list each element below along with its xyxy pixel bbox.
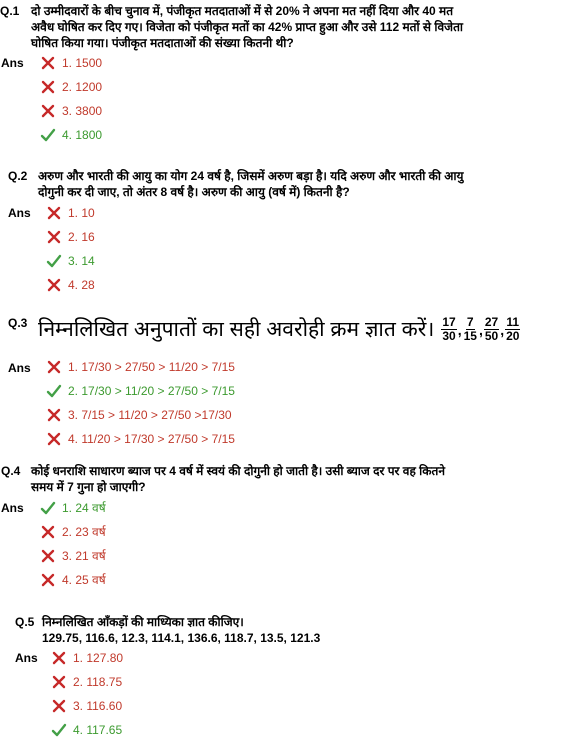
question-1-line-3: घोषित किया गया। पंजीकृत मतदाताओं की संख्या कितनी थी? [31,36,294,50]
q3-option-1-label: 1. 17/30 > 27/50 > 11/20 > 7/15 [68,360,235,374]
q2-option-4[interactable] [46,277,95,293]
cross-icon [40,549,56,563]
question-4-line-1: कोई धनराशि साधारण ब्याज पर 4 वर्ष में स्वयं की दोगुनी हो जाती है। उसी ब्याज दर पर वह कितने [31,464,446,478]
fraction-3 [484,316,499,343]
q1-option-4[interactable] [40,127,102,143]
q4-option-3[interactable] [40,548,106,564]
q1-option-3[interactable] [40,103,102,119]
q1-option-2-label: 2. 1200 [62,80,103,94]
q4-option-2-label: 2. 23 वर्ष [62,525,106,539]
q4-option-4-label: 4. 25 वर्ष [62,573,106,587]
question-3-number: Q.3 [8,316,28,330]
q5-option-3-label: 3. 116.60 [73,699,123,713]
q2-option-2[interactable] [46,229,95,245]
question-1-line-1: दो उम्मीदवारों के बीच चुनाव में, पंजीकृत मतदाताओं में से 20% ने अपना मत नहीं दिया और 40 मत [31,4,454,18]
cross-icon [46,360,62,374]
question-5-line-2: 129.75, 116.6, 12.3, 114.1, 136.6, 118.7, 13.5, 121.3 [42,631,321,645]
cross-icon [51,651,67,665]
fraction-3-denominator: 50 [484,329,499,343]
cross-icon [46,206,62,220]
check-icon [40,501,56,515]
cross-icon [40,80,56,94]
cross-icon [46,408,62,422]
question-5-number: Q.5 [15,615,35,629]
answer-label-q5: Ans [15,651,38,665]
q4-option-2[interactable] [40,524,106,540]
q1-option-1-label: 1. 1500 [62,56,103,70]
q2-option-3-label: 3. 14 [68,254,95,268]
question-2-number: Q.2 [8,169,28,183]
q4-option-1[interactable] [40,500,106,516]
q5-option-2[interactable] [51,674,122,690]
q3-option-2-label: 2. 17/30 > 11/20 > 27/50 > 7/15 [68,384,235,398]
fraction-4 [505,316,520,343]
q4-option-1-label: 1. 24 वर्ष [62,501,106,515]
cross-icon [46,278,62,292]
question-2-line-2: दोगुनी कर दी जाए, तो अंतर 8 वर्ष है। अरुण की आयु (वर्ष में) कितनी है? [38,185,350,199]
question-4-line-2: समय में 7 गुना हो जाएगी? [31,480,146,494]
question-1-text [31,3,463,51]
cross-icon [40,56,56,70]
cross-icon [51,699,67,713]
check-icon [46,384,62,398]
question-1-number: Q.1 [0,4,20,18]
fraction-2-numerator: 7 [466,315,474,329]
fraction-1-numerator: 17 [442,315,456,329]
question-4-text [31,463,445,495]
q2-option-1[interactable] [46,205,95,221]
q2-option-1-label: 1. 10 [68,206,95,220]
fraction-1-denominator: 30 [442,329,456,343]
q4-option-4[interactable] [40,572,106,588]
q5-option-1[interactable] [51,650,123,666]
fraction-4-numerator: 11 [506,315,520,329]
q5-option-4-label: 4. 117.65 [73,723,123,737]
q3-option-4-label: 4. 11/20 > 17/30 > 27/50 > 7/15 [68,432,235,446]
cross-icon [46,230,62,244]
question-3-statement: निम्नलिखित अनुपातों का सही अवरोही क्रम ज्ञात करें। [38,317,435,341]
q5-option-4[interactable] [51,722,122,738]
fraction-4-denominator: 20 [506,329,520,343]
question-5-text [42,614,320,646]
q3-option-3-label: 3. 7/15 > 11/20 > 27/50 >17/30 [68,408,232,422]
q2-option-3[interactable] [46,253,95,269]
question-1-line-2: अवैध घोषित कर दिए गए। विजेता को पंजीकृत मतों का 42% प्राप्त हुआ और उसे 112 मतों से विजेता [31,20,464,34]
question-3-fractions: $\frac{17}{30}$ , $\frac{7}{15}$ , $\frac{27}{50}$ , $\frac{11}{20}$ [442,315,520,343]
fraction-2-denominator: 15 [463,329,477,343]
q5-option-1-label: 1. 127.80 [73,651,124,665]
q4-option-3-label: 3. 21 वर्ष [62,549,106,563]
check-icon [46,254,62,268]
q3-option-1[interactable] [46,359,235,375]
fraction-1 [441,316,456,343]
question-3-text [38,316,521,343]
answer-label-q1: Ans [1,56,24,70]
q5-option-3[interactable] [51,698,122,714]
q3-option-3[interactable] [46,407,232,423]
question-5-line-1: निम्नलिखित आँकड़ों की माध्यिका ज्ञात कीजिए। [42,615,244,629]
cross-icon [51,675,67,689]
q1-option-3-label: 3. 3800 [62,104,103,118]
q1-option-1[interactable] [40,55,102,71]
cross-icon [46,432,62,446]
q5-option-2-label: 2. 118.75 [73,675,123,689]
fraction-2 [463,316,478,343]
cross-icon [40,525,56,539]
cross-icon [40,104,56,118]
answer-label-q3: Ans [8,361,31,375]
answer-label-q2: Ans [8,206,31,220]
q1-option-2[interactable] [40,79,102,95]
q2-option-4-label: 4. 28 [68,278,95,292]
check-icon [51,723,67,737]
question-4-number: Q.4 [1,464,21,478]
fraction-3-numerator: 27 [484,315,499,329]
q3-option-2[interactable] [46,383,235,399]
q3-option-4[interactable] [46,431,235,447]
q2-option-2-label: 2. 16 [68,230,95,244]
question-2-line-1: अरुण और भारती की आयु का योग 24 वर्ष है, जिसमें अरुण बड़ा है। यदि अरुण और भारती की आयु [38,169,464,183]
cross-icon [40,573,56,587]
check-icon [40,128,56,142]
question-2-text [38,168,464,200]
answer-label-q4: Ans [1,501,24,515]
q1-option-4-label: 4. 1800 [62,128,103,142]
